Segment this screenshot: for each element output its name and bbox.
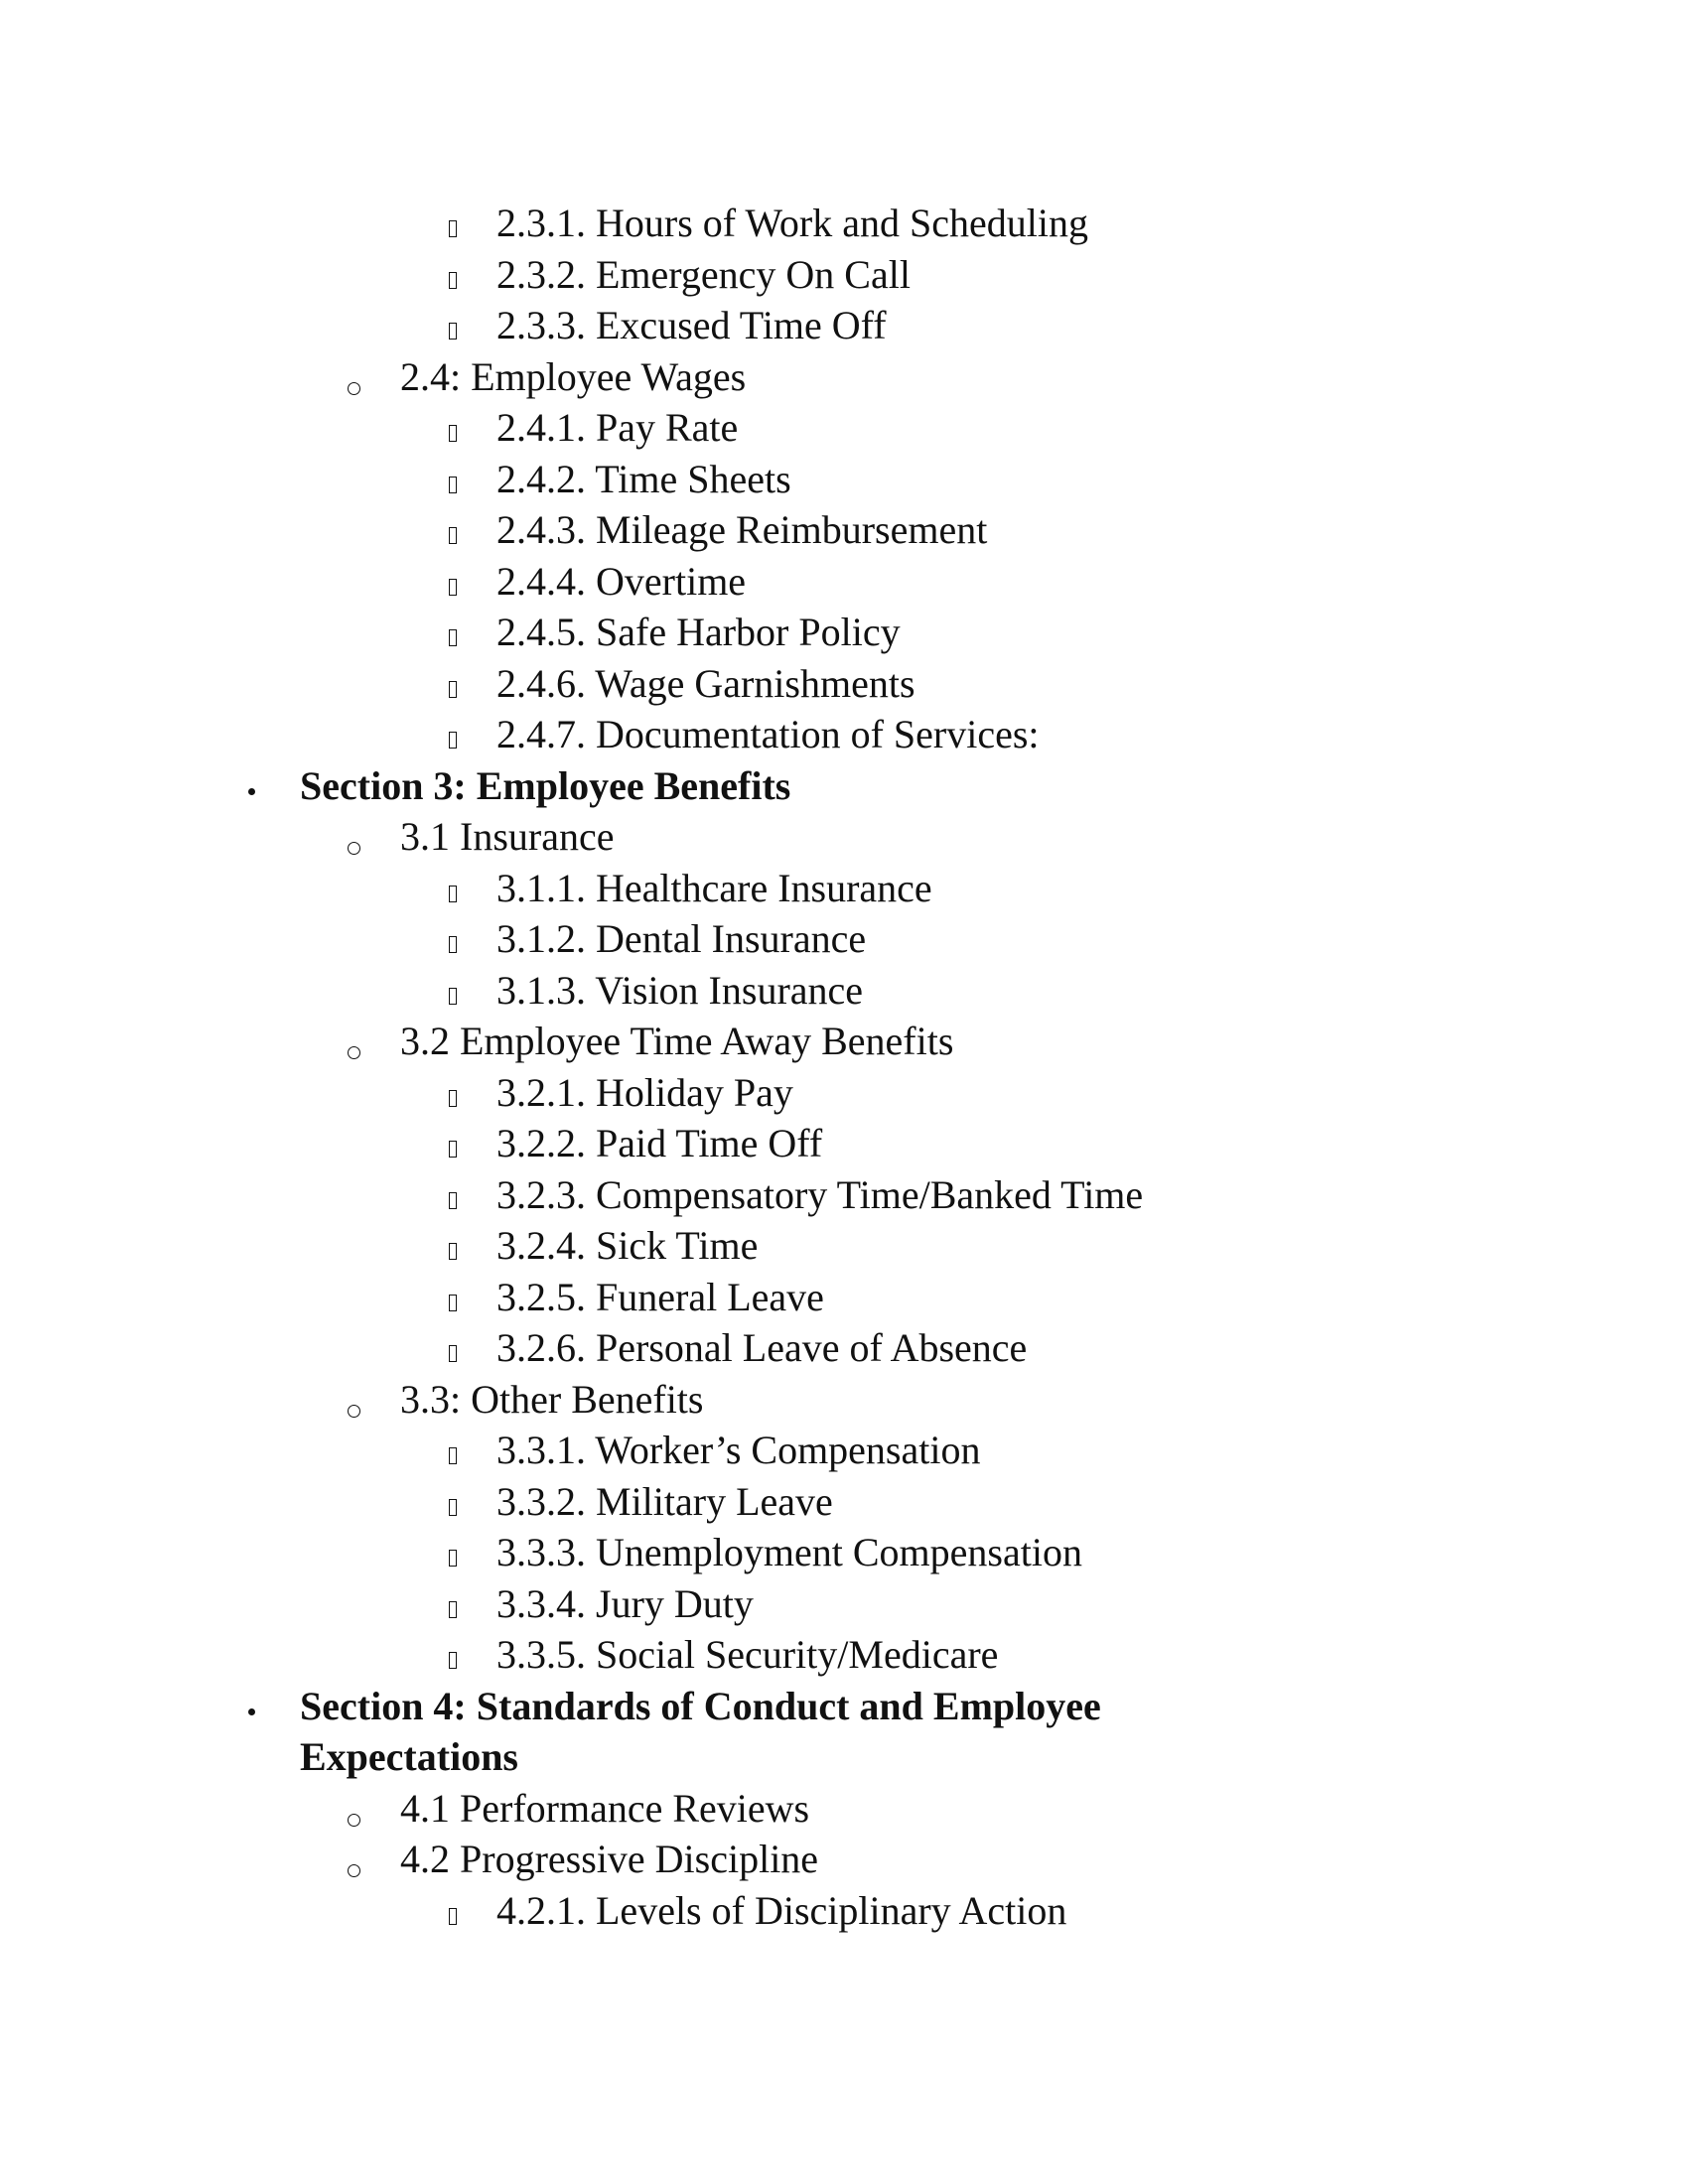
- section-heading: [0, 760, 1688, 812]
- filled-dot-bullet-icon: [248, 1681, 255, 1732]
- square-bullet-icon: [449, 402, 457, 454]
- outline-item-text: 3.1.3. Vision Insurance: [496, 967, 864, 1013]
- list-item: [0, 913, 1688, 965]
- square-bullet-icon: [449, 1425, 457, 1476]
- list-item: [0, 454, 1688, 505]
- square-bullet-icon: [449, 1527, 457, 1578]
- square-bullet-icon: [449, 913, 457, 965]
- list-item: [0, 249, 1688, 301]
- square-bullet-icon: [449, 965, 457, 1017]
- subsection-item: [0, 1374, 1688, 1426]
- square-bullet-icon: [449, 1220, 457, 1272]
- square-bullet-icon: [449, 607, 457, 658]
- outline-item-text: 3.3.4. Jury Duty: [496, 1580, 754, 1626]
- hollow-circle-bullet-icon: [348, 1789, 360, 1841]
- outline-item-text: 3.2.4. Sick Time: [496, 1223, 759, 1268]
- list-item: [0, 709, 1688, 760]
- outline-item-text: 2.4.5. Safe Harbor Policy: [496, 610, 901, 654]
- filled-dot-bullet-icon: [248, 760, 255, 812]
- square-bullet-icon: [449, 709, 457, 760]
- list-item: [0, 1272, 1688, 1323]
- square-bullet-icon: [449, 1885, 457, 1937]
- subsection-item: [0, 351, 1688, 403]
- outline-item-text: 3.3.2. Military Leave: [496, 1478, 833, 1524]
- outline-item-text: 3.2.5. Funeral Leave: [496, 1274, 824, 1319]
- outline-item-text: 2.4.3. Mileage Reimbursement: [496, 507, 988, 552]
- subsection-item: [0, 811, 1688, 863]
- outline-item-text: 2.4.6. Wage Garnishments: [496, 660, 915, 706]
- subsection-item: [0, 1834, 1688, 1885]
- document-outline: [0, 198, 1688, 1936]
- outline-item-text: 3.3.1. Worker’s Compensation: [496, 1428, 981, 1472]
- list-item: [0, 556, 1688, 608]
- outline-item-text: 3.3.3. Unemployment Compensation: [496, 1530, 1082, 1574]
- outline-item-text: 3.2.1. Holiday Pay: [496, 1069, 793, 1115]
- square-bullet-icon: [449, 454, 457, 505]
- outline-item-text: 2.3.1. Hours of Work and Scheduling: [496, 201, 1088, 245]
- list-item: [0, 1067, 1688, 1119]
- subsection-item: [0, 1783, 1688, 1835]
- square-bullet-icon: [449, 249, 457, 301]
- outline-item-text: 4.1 Performance Reviews: [400, 1785, 810, 1831]
- list-item: [0, 1118, 1688, 1169]
- outline-item-text: 3.3: Other Benefits: [400, 1376, 704, 1422]
- list-item: [0, 965, 1688, 1017]
- square-bullet-icon: [449, 1578, 457, 1630]
- hollow-circle-bullet-icon: [348, 1022, 360, 1073]
- list-item: [0, 1476, 1688, 1528]
- subsection-item: [0, 1016, 1688, 1067]
- square-bullet-icon: [449, 1476, 457, 1528]
- outline-item-text: 3.2.2. Paid Time Off: [496, 1121, 823, 1165]
- outline-item-text: 4.2 Progressive Discipline: [400, 1837, 819, 1881]
- outline-item-text: 2.4.4. Overtime: [496, 558, 747, 604]
- outline-item-text: 2.4.7. Documentation of Services:: [496, 712, 1040, 756]
- outline-item-text: 2.4.1. Pay Rate: [496, 405, 739, 450]
- list-item: [0, 1220, 1688, 1272]
- square-bullet-icon: [449, 1322, 457, 1374]
- section-heading: [0, 1681, 1688, 1783]
- list-item: [0, 1322, 1688, 1374]
- hollow-circle-bullet-icon: [348, 817, 360, 869]
- outline-item-text: Section 3: Employee Benefits: [300, 762, 791, 808]
- square-bullet-icon: [449, 1629, 457, 1681]
- hollow-circle-bullet-icon: [348, 1380, 360, 1432]
- list-item: [0, 1885, 1688, 1937]
- list-item: [0, 1425, 1688, 1476]
- list-item: [0, 658, 1688, 710]
- list-item: [0, 1578, 1688, 1630]
- outline-item-text: 3.2 Employee Time Away Benefits: [400, 1019, 954, 1063]
- outline-item-text: 4.2.1. Levels of Disciplinary Action: [496, 1887, 1067, 1933]
- square-bullet-icon: [449, 198, 457, 249]
- outline-item-text: 2.3.2. Emergency On Call: [496, 251, 911, 297]
- outline-item-text: 2.3.3. Excused Time Off: [496, 303, 887, 347]
- outline-item-text: 3.3.5. Social Security/Medicare: [496, 1632, 999, 1677]
- outline-item-text: 3.1.2. Dental Insurance: [496, 916, 867, 961]
- list-item: [0, 1169, 1688, 1221]
- list-item: [0, 1527, 1688, 1578]
- list-item: [0, 607, 1688, 658]
- outline-item-text: 2.4.2. Time Sheets: [496, 456, 791, 501]
- outline-item-text: Section 4: Standards of Conduct and Employee Expectations: [300, 1683, 1101, 1779]
- square-bullet-icon: [449, 1067, 457, 1119]
- square-bullet-icon: [449, 1118, 457, 1169]
- outline-item-text: 3.2.3. Compensatory Time/Banked Time: [496, 1171, 1144, 1217]
- list-item: [0, 198, 1688, 249]
- outline-item-text: 3.1 Insurance: [400, 814, 615, 859]
- list-item: [0, 1629, 1688, 1681]
- list-item: [0, 504, 1688, 556]
- list-item: [0, 300, 1688, 351]
- square-bullet-icon: [449, 504, 457, 556]
- list-item: [0, 402, 1688, 454]
- hollow-circle-bullet-icon: [348, 357, 360, 409]
- square-bullet-icon: [449, 300, 457, 351]
- square-bullet-icon: [449, 556, 457, 608]
- outline-item-text: 2.4: Employee Wages: [400, 353, 747, 399]
- square-bullet-icon: [449, 863, 457, 914]
- outline-item-text: 3.1.1. Healthcare Insurance: [496, 865, 932, 910]
- hollow-circle-bullet-icon: [348, 1840, 360, 1891]
- square-bullet-icon: [449, 1272, 457, 1323]
- list-item: [0, 863, 1688, 914]
- square-bullet-icon: [449, 658, 457, 710]
- square-bullet-icon: [449, 1169, 457, 1221]
- outline-item-text: 3.2.6. Personal Leave of Absence: [496, 1325, 1028, 1370]
